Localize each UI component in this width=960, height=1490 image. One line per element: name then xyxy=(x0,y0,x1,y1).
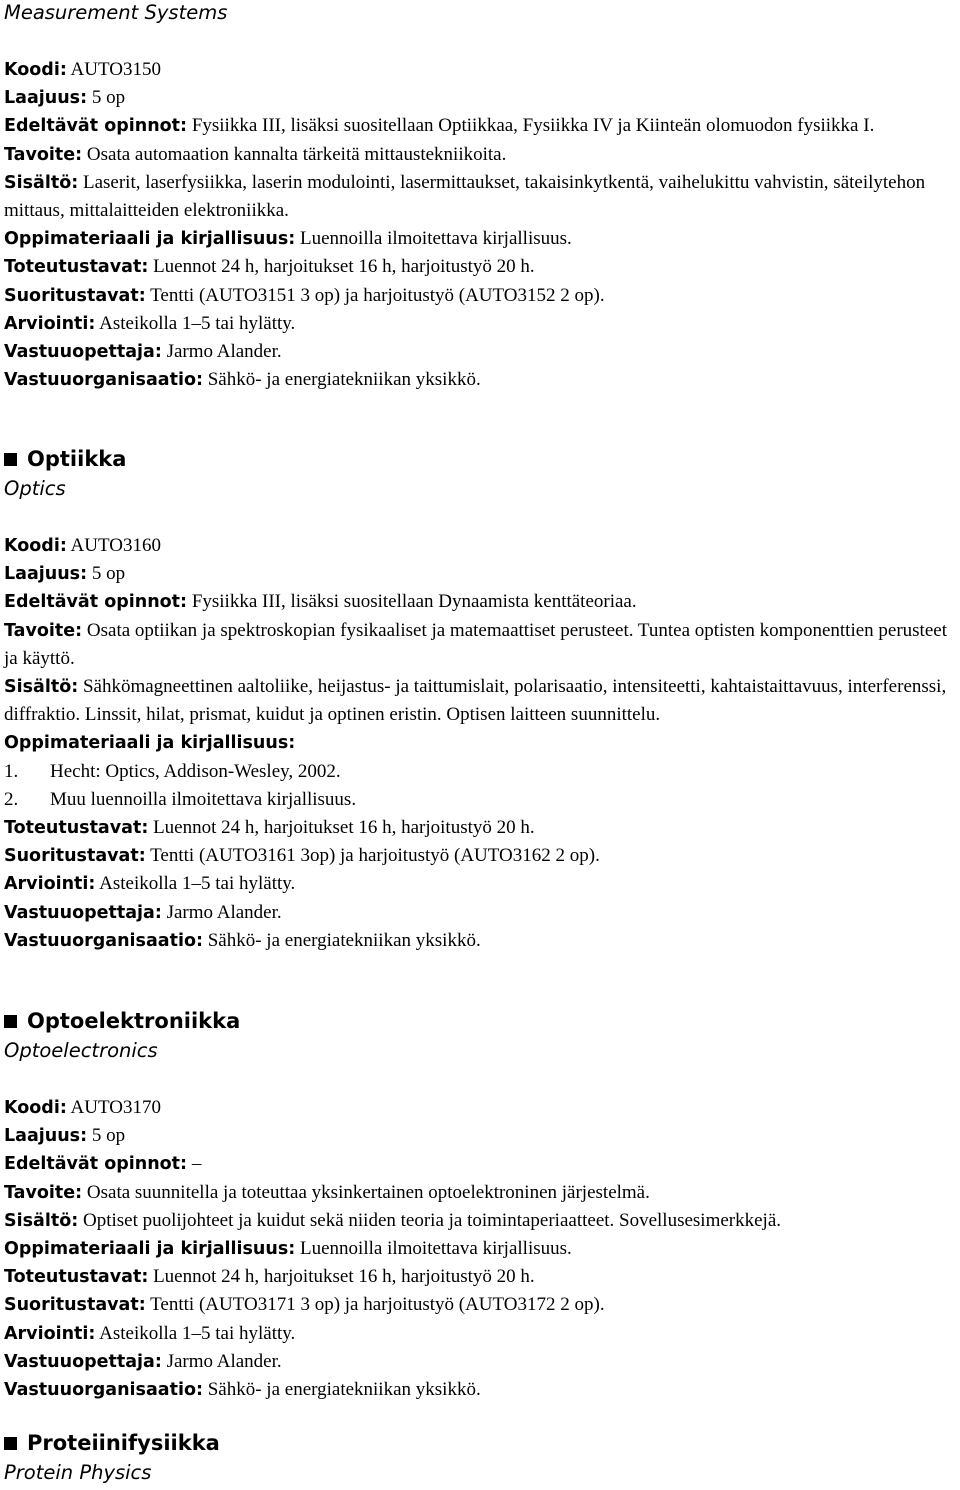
organization-label: Vastuuorganisaatio: xyxy=(4,930,203,951)
course-performance-row xyxy=(4,842,959,870)
list-item: 2. Muu luennoilla ilmoitettava kirjallisuus. xyxy=(4,788,357,810)
prereq-label: Edeltävät opinnot: xyxy=(4,116,188,137)
course-teacher: Jarmo Alander. xyxy=(166,901,282,923)
course-prereq: Fysiikka III, lisäksi suositellaan Dynaamista kenttäteoriaa. xyxy=(191,591,637,613)
course-grading-row xyxy=(4,870,959,898)
course-code-row xyxy=(4,1094,959,1122)
implementation-label: Toteutustavat: xyxy=(4,257,149,278)
course-implementation-row xyxy=(4,814,959,842)
materials-list xyxy=(4,758,959,814)
scope-label: Laajuus: xyxy=(4,1126,88,1147)
course-organization-row xyxy=(4,366,959,394)
course-materials-row xyxy=(4,1235,959,1263)
course-goal: Osata automaation kannalta tärkeitä mittaustekniikoita. xyxy=(86,143,507,165)
course-heading xyxy=(4,1428,959,1458)
course-title: Optiikka xyxy=(27,447,127,471)
course-materials-row xyxy=(4,729,959,757)
course-materials: Luennoilla ilmoitettava kirjallisuus. xyxy=(300,228,572,250)
course-heading xyxy=(4,444,959,474)
course-grading-row xyxy=(4,310,959,338)
course-performance: Tentti (AUTO3161 3op) ja harjoitustyö (AUTO3162 2 op). xyxy=(150,845,600,867)
course-grading-row xyxy=(4,1320,959,1348)
course-performance-row xyxy=(4,1291,959,1319)
code-label: Koodi: xyxy=(4,1098,67,1118)
course-content-row xyxy=(4,1207,959,1235)
content-label: Sisältö: xyxy=(4,677,79,698)
course-measurement-systems xyxy=(4,0,959,394)
course-title: Optoelektroniikka xyxy=(27,1009,241,1033)
content-label: Sisältö: xyxy=(4,1210,79,1231)
goal-label: Tavoite: xyxy=(4,144,83,165)
course-scope-row xyxy=(4,560,959,588)
performance-label: Suoritustavat: xyxy=(4,285,146,306)
course-performance-row xyxy=(4,282,959,310)
prereq-label: Edeltävät opinnot: xyxy=(4,1154,188,1175)
course-goal-row xyxy=(4,1179,959,1207)
teacher-label: Vastuuopettaja: xyxy=(4,342,162,363)
course-implementation: Luennot 24 h, harjoitukset 16 h, harjoitustyö 20 h. xyxy=(153,817,535,839)
course-content: Optiset puolijohteet ja kuidut sekä niiden teoria ja toimintaperiaatteet. Sovellusesimerkkejä. xyxy=(82,1209,782,1231)
course-scope-row xyxy=(4,1122,959,1150)
square-bullet-icon xyxy=(4,453,17,466)
course-materials-row xyxy=(4,225,959,253)
materials-label: Oppimateriaali ja kirjallisuus: xyxy=(4,229,296,250)
course-prereq: Fysiikka III, lisäksi suositellaan Optiikkaa, Fysiikka IV ja Kiinteän olomuodon fysiikka I. xyxy=(191,115,875,137)
course-protein-physics xyxy=(4,1428,959,1488)
course-implementation-row xyxy=(4,253,959,281)
course-scope: 5 op xyxy=(91,1125,126,1147)
course-organization-row xyxy=(4,1376,959,1404)
list-item: 1. Hecht: Optics, Addison-Wesley, 2002. xyxy=(4,760,341,782)
implementation-label: Toteutustavat: xyxy=(4,818,149,839)
teacher-label: Vastuuopettaja: xyxy=(4,902,162,923)
materials-label: Oppimateriaali ja kirjallisuus: xyxy=(4,733,296,754)
course-optics xyxy=(4,444,959,955)
course-organization: Sähkö- ja energiatekniikan yksikkö. xyxy=(207,369,481,391)
course-materials: Luennoilla ilmoitettava kirjallisuus. xyxy=(300,1238,572,1260)
course-title: Proteiinifysiikka xyxy=(27,1431,220,1455)
course-grading: Asteikolla 1–5 tai hylätty. xyxy=(99,312,296,334)
course-content-row xyxy=(4,169,959,225)
grading-label: Arviointi: xyxy=(4,874,96,895)
organization-label: Vastuuorganisaatio: xyxy=(4,370,203,391)
course-prereq: – xyxy=(191,1153,202,1175)
grading-label: Arviointi: xyxy=(4,313,96,334)
course-goal-row xyxy=(4,617,959,673)
code-label: Koodi: xyxy=(4,60,67,80)
course-implementation: Luennot 24 h, harjoitukset 16 h, harjoitustyö 20 h. xyxy=(153,256,535,278)
course-prereq-row xyxy=(4,1150,959,1178)
course-grading: Asteikolla 1–5 tai hylätty. xyxy=(99,873,296,895)
course-optoelectronics xyxy=(4,1006,959,1404)
course-implementation-row xyxy=(4,1263,959,1291)
performance-label: Suoritustavat: xyxy=(4,846,146,867)
grading-label: Arviointi: xyxy=(4,1323,96,1344)
course-code: AUTO3160 xyxy=(70,535,161,556)
implementation-label: Toteutustavat: xyxy=(4,1267,149,1288)
course-content-row xyxy=(4,673,959,729)
course-content: Sähkömagneettinen aaltoliike, heijastus- ja taittumislait, polarisaatio, intensiteetti, kahtaistaittavuus, interferenssi, diffraktio. Linssit, hilat, prismat, kuidut ja optinen eristin. Optisen laitteen suunnittelu. xyxy=(4,676,947,726)
materials-label: Oppimateriaali ja kirjallisuus: xyxy=(4,1239,296,1260)
course-performance: Tentti (AUTO3151 3 op) ja harjoitustyö (AUTO3152 2 op). xyxy=(150,284,605,306)
course-english-title: Protein Physics xyxy=(4,1461,152,1484)
course-organization-row xyxy=(4,927,959,955)
course-performance: Tentti (AUTO3171 3 op) ja harjoitustyö (AUTO3172 2 op). xyxy=(150,1294,605,1316)
course-grading: Asteikolla 1–5 tai hylätty. xyxy=(99,1322,296,1344)
teacher-label: Vastuuopettaja: xyxy=(4,1351,162,1372)
course-goal-row xyxy=(4,141,959,169)
square-bullet-icon xyxy=(4,1437,17,1450)
course-scope-row xyxy=(4,84,959,112)
prereq-label: Edeltävät opinnot: xyxy=(4,592,188,613)
organization-label: Vastuuorganisaatio: xyxy=(4,1380,203,1401)
square-bullet-icon xyxy=(4,1015,17,1028)
course-implementation: Luennot 24 h, harjoitukset 16 h, harjoitustyö 20 h. xyxy=(153,1266,535,1288)
course-prereq-row xyxy=(4,112,959,140)
course-code: AUTO3170 xyxy=(70,1097,161,1118)
course-code: AUTO3150 xyxy=(70,59,161,80)
content-label: Sisältö: xyxy=(4,172,79,193)
course-content: Laserit, laserfysiikka, laserin modulointi, lasermittaukset, takaisinkytkentä, vaihelukittu vahvistin, säteilytehon mittaus, mittalaitteiden elektroniikka. xyxy=(4,171,926,222)
course-goal: Osata optiikan ja spektroskopian fysikaaliset ja matemaattiset perusteet. Tuntea optisten komponenttien perusteet ja käyttö. xyxy=(4,619,947,669)
course-scope: 5 op xyxy=(91,563,126,585)
course-english-title: Optoelectronics xyxy=(4,1039,158,1062)
scope-label: Laajuus: xyxy=(4,564,88,585)
course-scope: 5 op xyxy=(91,87,126,109)
scope-label: Laajuus: xyxy=(4,88,88,109)
course-code-row xyxy=(4,532,959,560)
course-organization: Sähkö- ja energiatekniikan yksikkö. xyxy=(207,929,481,951)
course-goal: Osata suunnitella ja toteuttaa yksinkertainen optoelektroninen järjestelmä. xyxy=(86,1181,650,1203)
course-english-title: Optics xyxy=(4,477,66,500)
course-teacher-row xyxy=(4,899,959,927)
course-teacher: Jarmo Alander. xyxy=(166,341,282,363)
course-prereq-row xyxy=(4,588,959,616)
goal-label: Tavoite: xyxy=(4,1182,83,1203)
course-code-row xyxy=(4,56,959,84)
course-teacher-row xyxy=(4,1348,959,1376)
course-english-title: Measurement Systems xyxy=(4,1,228,24)
goal-label: Tavoite: xyxy=(4,620,83,641)
course-teacher-row xyxy=(4,338,959,366)
course-heading xyxy=(4,1006,959,1036)
performance-label: Suoritustavat: xyxy=(4,1295,146,1316)
code-label: Koodi: xyxy=(4,536,67,556)
course-teacher: Jarmo Alander. xyxy=(166,1350,282,1372)
course-organization: Sähkö- ja energiatekniikan yksikkö. xyxy=(207,1379,481,1401)
